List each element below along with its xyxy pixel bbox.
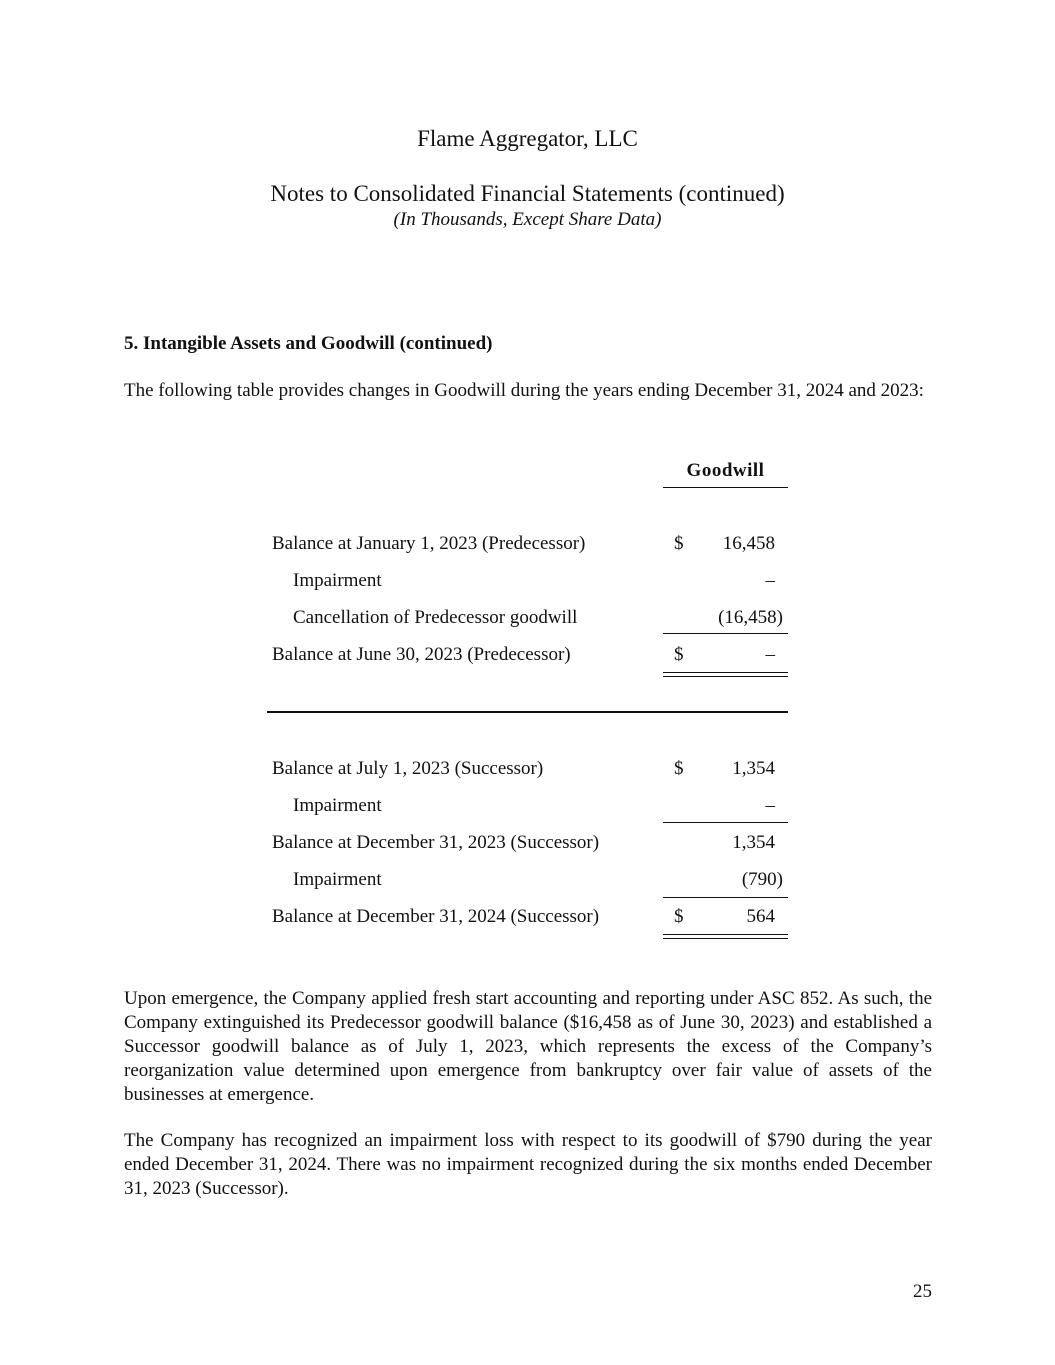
row-label: Balance at July 1, 2023 (Successor) bbox=[272, 758, 544, 779]
row-amount: – bbox=[765, 644, 775, 665]
table-row-cancellation bbox=[272, 607, 788, 635]
row-label: Impairment bbox=[293, 869, 382, 890]
table-row-balance-jun-2023 bbox=[272, 644, 788, 672]
row-amount: 564 bbox=[746, 906, 775, 927]
table-row-impairment-predecessor bbox=[272, 570, 788, 598]
row-amount: 1,354 bbox=[732, 758, 775, 779]
table-row-balance-dec-2023 bbox=[272, 832, 788, 860]
row-label: Balance at January 1, 2023 (Predecessor) bbox=[272, 533, 586, 554]
row-amount: – bbox=[765, 795, 775, 816]
currency-symbol: $ bbox=[674, 906, 684, 927]
row-amount: (16,458) bbox=[718, 607, 783, 628]
section-heading: 5. Intangible Assets and Goodwill (continued) bbox=[124, 333, 493, 354]
predecessor-successor-divider bbox=[267, 711, 788, 713]
row-amount: – bbox=[765, 570, 775, 591]
table-row-impairment-2023 bbox=[272, 795, 788, 823]
row-amount: (790) bbox=[741, 869, 783, 890]
row-amount: 1,354 bbox=[732, 832, 775, 853]
row-label: Impairment bbox=[293, 570, 382, 591]
row-amount: 16,458 bbox=[722, 533, 775, 554]
table-row-impairment-2024 bbox=[272, 869, 788, 897]
table-row-balance-dec-2024 bbox=[272, 906, 788, 934]
row-label: Balance at December 31, 2024 (Successor) bbox=[272, 906, 600, 927]
table-row-balance-jul-2023 bbox=[272, 758, 788, 786]
table-row-balance-jan-2023 bbox=[272, 533, 788, 561]
fresh-start-paragraph: Upon emergence, the Company applied fresh start accounting and reporting under ASC 852. As such, the Company extinguished its Predecessor goodwill balance ($16,458 as of June 30, 2023) and established a Successor goodwill balance as of July 1, 2023, which represents the excess of the Company’s reorganization value determined upon emergence from bankruptcy over fair value of assets of the businesses at emergence. bbox=[124, 988, 932, 1105]
page-number: 25 bbox=[913, 1281, 932, 1302]
subtotal-rule bbox=[663, 822, 788, 823]
row-label: Balance at June 30, 2023 (Predecessor) bbox=[272, 644, 571, 665]
page-title: Notes to Consolidated Financial Statements (continued) bbox=[270, 181, 785, 206]
units-note: (In Thousands, Except Share Data) bbox=[393, 209, 662, 230]
currency-symbol: $ bbox=[674, 758, 684, 779]
column-header-rule bbox=[663, 487, 788, 488]
goodwill-column-header: Goodwill bbox=[686, 460, 765, 481]
row-label: Cancellation of Predecessor goodwill bbox=[293, 607, 578, 628]
impairment-paragraph: The Company has recognized an impairment loss with respect to its goodwill of $790 during the year ended December 31, 2024. There was no impairment recognized during the six months ended December 31, 2023 (Successor). bbox=[124, 1130, 932, 1199]
row-label: Balance at December 31, 2023 (Successor) bbox=[272, 832, 600, 853]
subtotal-rule bbox=[663, 633, 788, 634]
currency-symbol: $ bbox=[674, 644, 684, 665]
total-double-rule bbox=[663, 672, 788, 677]
currency-symbol: $ bbox=[674, 533, 684, 554]
total-double-rule bbox=[663, 934, 788, 939]
subtotal-rule bbox=[663, 897, 788, 898]
company-name: Flame Aggregator, LLC bbox=[417, 126, 638, 151]
intro-paragraph: The following table provides changes in Goodwill during the years ending December 31, 2024 and 2023: bbox=[124, 380, 924, 401]
row-label: Impairment bbox=[293, 795, 382, 816]
